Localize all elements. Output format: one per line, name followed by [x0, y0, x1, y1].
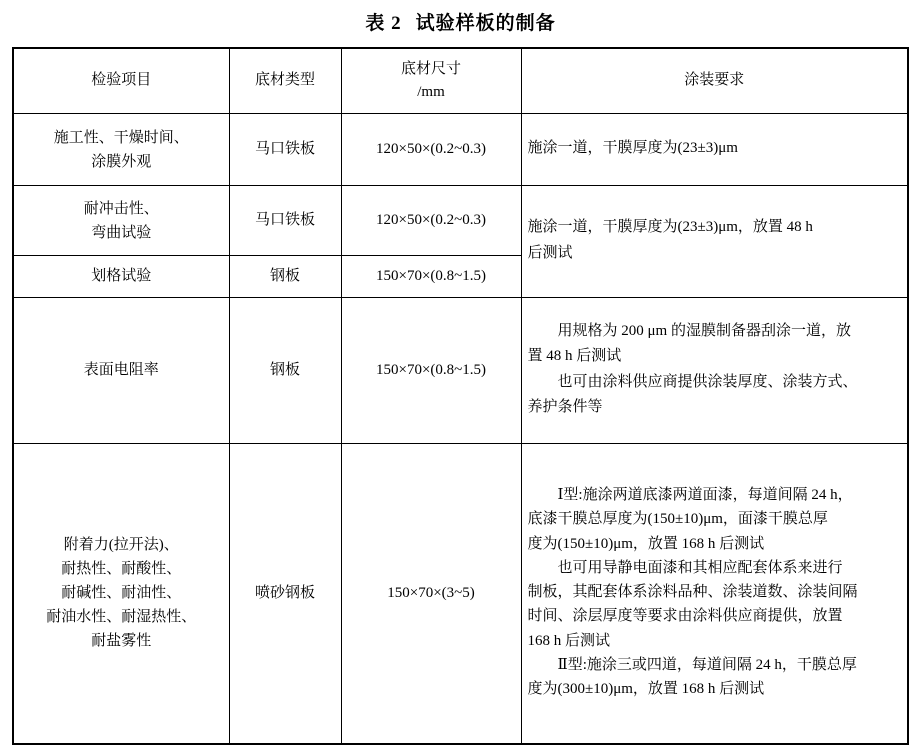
row4-type: 钢板: [229, 298, 341, 444]
row5-requirement-line6: 时间、涂层厚度等要求由涂料供应商提供，放置: [527, 608, 843, 625]
table-title-label: 表 2: [365, 13, 402, 34]
row1-item: [13, 114, 229, 186]
row4-size: 150×70×(0.8~1.5): [341, 298, 521, 444]
row4-requirement: [521, 298, 908, 444]
row1-item-line2: 涂膜外观: [91, 153, 152, 170]
row3-type: 钢板: [229, 256, 341, 298]
header-inspection-item: 检验项目: [13, 48, 229, 114]
table-row: [13, 298, 908, 444]
table-header: [13, 48, 908, 114]
table-row: [13, 114, 908, 186]
row5-item-line1: 附着力(拉开法)、: [63, 537, 179, 554]
row1-size: 120×50×(0.2~0.3): [341, 114, 521, 186]
row5-item-line4: 耐油水性、耐湿热性、: [46, 609, 197, 626]
row4-requirement-line3: 也可由涂料供应商提供涂装厚度、涂装方式、: [557, 373, 858, 390]
row5-requirement: [521, 444, 908, 744]
row3-item: 划格试验: [13, 256, 229, 298]
row2-size: 120×50×(0.2~0.3): [341, 186, 521, 256]
row2-requirement-line1: 施涂一道，干膜厚度为(23±3)μm，放置 48 h: [527, 219, 813, 236]
specimen-preparation-table: [12, 47, 909, 745]
row1-requirement-line1: 施涂一道，干膜厚度为(23±3)μm: [527, 139, 738, 156]
row5-size: 150×70×(3~5): [341, 444, 521, 744]
row1-item-line1: 施工性、干燥时间、: [53, 129, 189, 146]
table-row: [13, 444, 908, 744]
row5-item: [13, 444, 229, 744]
table-title-text: 试验样板的制备: [415, 13, 556, 34]
row5-requirement-line3: 度为(150±10)μm，放置 168 h 后测试: [527, 535, 765, 552]
row2-requirement-line2: 后测试: [527, 244, 573, 261]
row5-requirement-line9: 度为(300±10)μm，放置 168 h 后测试: [527, 681, 765, 698]
table-title: [0, 0, 921, 47]
row4-item: 表面电阻率: [13, 298, 229, 444]
row5-requirement-line5: 制板，其配套体系涂料品种、涂装道数、涂装间隔: [527, 584, 858, 601]
row2-item: [13, 186, 229, 256]
row4-requirement-line2: 置 48 h 后测试: [527, 348, 622, 365]
row5-requirement-line2: 底漆干膜总厚度为(150±10)μm，面漆干膜总厚: [527, 511, 828, 528]
row5-requirement-line1: Ⅰ型:施涂两道底漆两道面漆，每道间隔 24 h，: [557, 487, 853, 504]
row5-type: 喷砂钢板: [229, 444, 341, 744]
header-substrate-size-line2: /mm: [417, 84, 445, 100]
row5-item-line3: 耐碱性、耐油性、: [61, 585, 182, 602]
row5-requirement-line7: 168 h 后测试: [527, 632, 611, 649]
header-substrate-type: 底材类型: [229, 48, 341, 114]
row2-item-line1: 耐冲击性、: [83, 200, 159, 217]
row5-item-line5: 耐盐雾性: [91, 633, 152, 650]
row2-type: 马口铁板: [229, 186, 341, 256]
row5-requirement-line8: Ⅱ型:施涂三或四道，每道间隔 24 h，干膜总厚: [557, 656, 857, 673]
row2-item-line2: 弯曲试验: [91, 224, 152, 241]
row2-requirement: [521, 186, 908, 298]
table-row: [13, 186, 908, 256]
row5-item-line2: 耐热性、耐酸性、: [61, 561, 182, 578]
table-header-row: [13, 48, 908, 114]
header-substrate-size: [341, 48, 521, 114]
row4-requirement-line1: 用规格为 200 μm 的湿膜制备器刮涂一道，放: [557, 323, 851, 339]
row4-requirement-line4: 养护条件等: [527, 398, 603, 415]
row3-size: 150×70×(0.8~1.5): [341, 256, 521, 298]
row1-type: 马口铁板: [229, 114, 341, 186]
row1-requirement: [521, 114, 908, 186]
table-body: [13, 114, 908, 744]
row5-requirement-line4: 也可用导静电面漆和其相应配套体系来进行: [557, 559, 843, 576]
header-coating-requirement: 涂装要求: [521, 48, 908, 114]
header-substrate-size-line1: 底材尺寸: [400, 60, 461, 77]
